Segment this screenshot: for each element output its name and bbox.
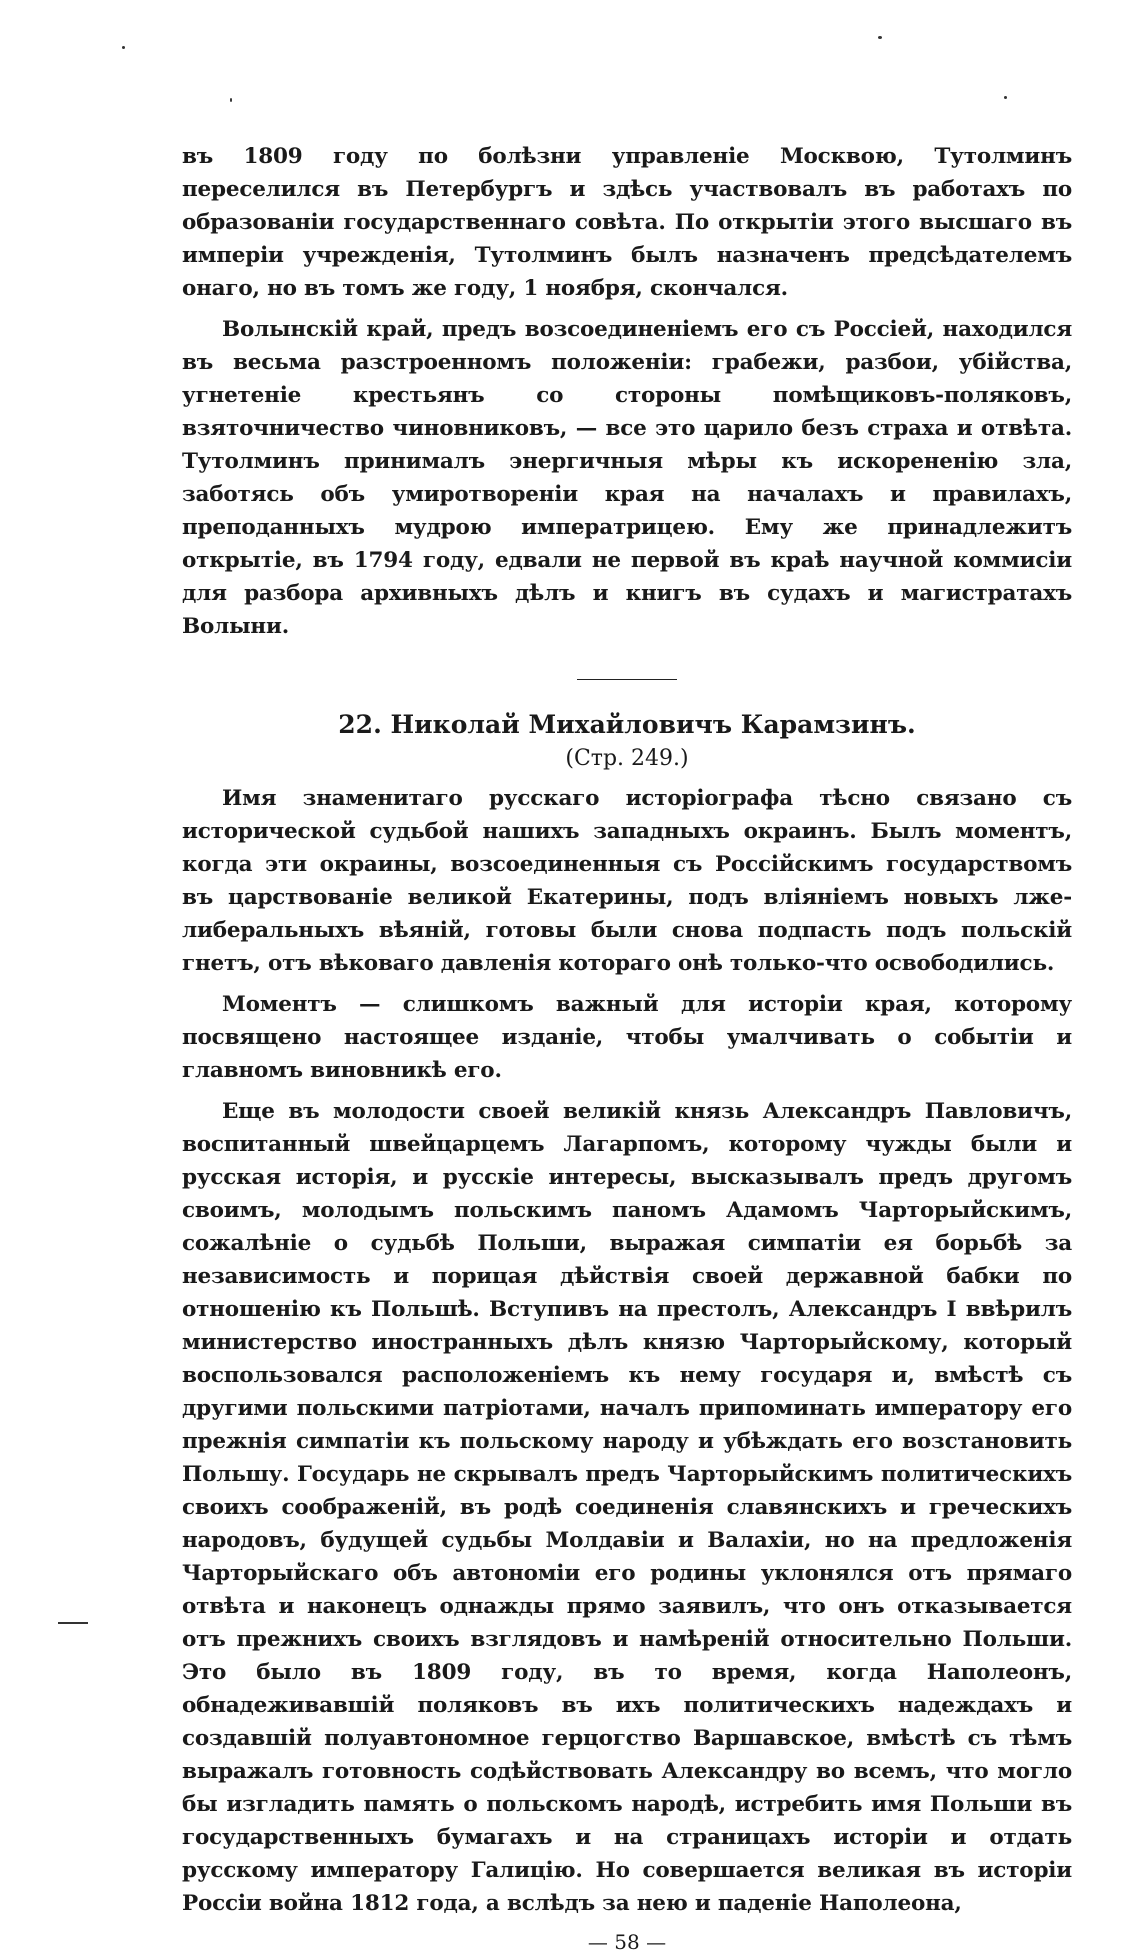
paragraph: въ 1809 году по болѣзни управленіе Москвою, Тутолминъ переселился въ Петербургъ и здѣсь участвовалъ въ работахъ по образованіи государственнаго совѣта. По открытіи этого высшаго въ имперіи учрежденія, Тутолминъ былъ назначенъ предсѣдателемъ онаго, но въ томъ же году, 1 ноября, скончался. bbox=[182, 144, 1072, 301]
paragraph: Моментъ — слишкомъ важный для исторіи края, которому посвящено настоящее изданіе, чтобы умалчивать о событіи и главномъ виновникѣ его. bbox=[182, 992, 1072, 1083]
top-section bbox=[182, 140, 1072, 643]
paragraph: Имя знаменитаго русскаго исторіографа тѣсно связано съ исторической судьбой нашихъ западныхъ окраинъ. Былъ моментъ, когда эти окраины, возсоединенныя съ Россійскимъ государствомъ въ царствованіе великой Екатерины, подъ вліяніемъ новыхъ лже-либеральныхъ вѣяній, готовы были снова подпасть подъ польскій гнетъ, отъ вѣковаго давленія котораго онѣ только-что освободились. bbox=[182, 786, 1072, 976]
print-speck bbox=[58, 1622, 88, 1624]
section-page-reference: (Стр. 249.) bbox=[565, 746, 689, 771]
document-page bbox=[182, 140, 1072, 1956]
print-speck bbox=[122, 46, 125, 49]
paragraph: Еще въ молодости своей великій князь Александръ Павловичъ, воспитанный швейцарцемъ Лагарпомъ, которому чужды были и русская исторія, и русскіе интересы, высказывалъ предъ другомъ своимъ, молодымъ польскимъ паномъ Адамомъ Чарторыйскимъ, сожалѣніе о судьбѣ Польши, выражая симпатіи ея борьбѣ за независимость и порицая дѣйствія своей державной бабки по отношенію къ Польшѣ. Вступивъ на престолъ, Александръ I ввѣрилъ министерство иностранныхъ дѣлъ князю Чарторыйскому, который воспользовался расположеніемъ къ нему государя и, вмѣстѣ съ другими польскими патріотами, началъ припоминать императору его прежнія симпатіи къ польскому народу и убѣждать его возстановить Польшу. Государь не скрывалъ предъ Чарторыйскимъ политическихъ своихъ соображеній, въ родѣ соединенія славянскихъ и греческихъ народовъ, будущей судьбы Молдавіи и Валахіи, но на предложенія Чарторыйскаго объ автономіи его родины уклонялся отъ прямаго отвѣта и наконецъ однажды прямо заявилъ, что онъ отказывается отъ прежнихъ своихъ взглядовъ и намѣреній относительно Польши. Это было въ 1809 году, въ то время, когда Наполеонъ, обнадеживавшій поляковъ въ ихъ политическихъ надеждахъ и создавшій полуавтономное герцогство Варшавское, вмѣстѣ съ тѣмъ выражалъ готовность содѣйствовать Александру во всемъ, что могло бы изгладить память о польскомъ народѣ, истребить имя Польши въ государственныхъ бумагахъ и на страницахъ исторіи и отдать русскому императору Галицію. Но совершается великая въ исторіи Россіи война 1812 года, а вслѣдъ за нею и паденіе Наполеона, bbox=[182, 1099, 1072, 1916]
karamzin-section bbox=[182, 708, 1072, 1920]
section-divider bbox=[577, 679, 677, 680]
page-number: — 58 — bbox=[587, 1930, 667, 1954]
print-speck bbox=[878, 36, 882, 39]
print-speck bbox=[1004, 96, 1007, 99]
print-speck bbox=[230, 98, 232, 102]
section-heading: 22. Николай Михайловичъ Карамзинъ. bbox=[338, 710, 916, 739]
paragraph: Волынскій край, предъ возсоединеніемъ его съ Россіей, находился въ весьма разстроенномъ положеніи: грабежи, разбои, убійства, угнетеніе крестьянъ со стороны помѣщиковъ-поляковъ, взяточничество чиновниковъ, — все это царило безъ страха и отвѣта. Тутолминъ принималъ энергичныя мѣры къ искорененію зла, заботясь объ умиротвореніи края на началахъ и правилахъ, преподанныхъ мудрою императрицею. Ему же принадлежитъ открытіе, въ 1794 году, едвали не первой въ краѣ научной коммисіи для разбора архивныхъ дѣлъ и книгъ въ судахъ и магистратахъ Волыни. bbox=[182, 317, 1072, 639]
